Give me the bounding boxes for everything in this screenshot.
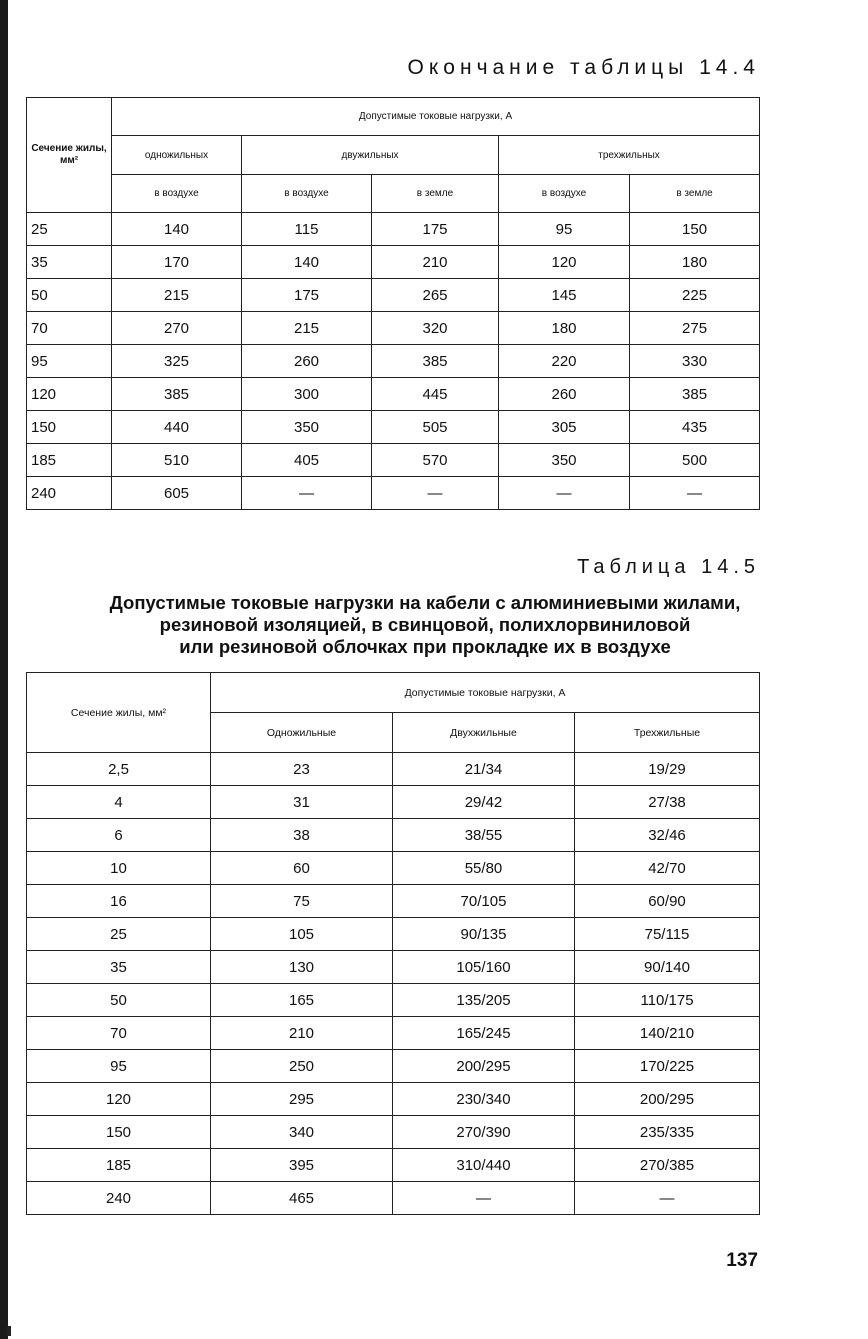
cell-value: 310/440 <box>393 1149 575 1182</box>
cell-value: 19/29 <box>575 753 760 786</box>
cell-value: 140 <box>242 246 372 279</box>
cell-value: 135/205 <box>393 984 575 1017</box>
cell-value: 110/175 <box>575 984 760 1017</box>
cell-value: 570 <box>372 444 499 477</box>
table-row <box>27 918 760 951</box>
caption-line: резиновой изоляцией, в свинцовой, полихлорвиниловой <box>159 614 691 635</box>
header-single: Одножильные <box>211 713 393 753</box>
cell-value: 440 <box>112 411 242 444</box>
table-row <box>27 279 760 312</box>
cell-value: 275 <box>630 312 760 345</box>
table-row <box>27 378 760 411</box>
cell-value: 215 <box>242 312 372 345</box>
cell-value: 215 <box>112 279 242 312</box>
cell-value: — <box>242 477 372 510</box>
cell-section: 10 <box>27 852 211 885</box>
table-row <box>27 1182 760 1215</box>
cell-value: 265 <box>372 279 499 312</box>
header-triple-ground: в земле <box>630 175 760 213</box>
cell-value: — <box>630 477 760 510</box>
cell-section: 25 <box>27 918 211 951</box>
cell-value: 165/245 <box>393 1017 575 1050</box>
cell-value: 38/55 <box>393 819 575 852</box>
cell-section: 240 <box>27 477 112 510</box>
cell-value: 510 <box>112 444 242 477</box>
cell-section: 25 <box>27 213 112 246</box>
cell-value: 90/140 <box>575 951 760 984</box>
continuation-title: Окончание таблицы 14.4 <box>407 56 760 79</box>
cell-value: 320 <box>372 312 499 345</box>
cell-value: 31 <box>211 786 393 819</box>
cell-value: 235/335 <box>575 1116 760 1149</box>
cell-value: 500 <box>630 444 760 477</box>
cell-value: 385 <box>112 378 242 411</box>
header-double-ground: в земле <box>372 175 499 213</box>
cell-section: 120 <box>27 378 112 411</box>
header-single: одножильных <box>112 136 242 175</box>
cell-value: 105/160 <box>393 951 575 984</box>
header-section: Сечение жилы, мм² <box>27 98 112 213</box>
header-section: Сечение жилы, мм² <box>27 673 211 753</box>
table-row <box>27 246 760 279</box>
cell-value: 435 <box>630 411 760 444</box>
cell-value: 385 <box>630 378 760 411</box>
table-row <box>27 819 760 852</box>
cell-value: 170 <box>112 246 242 279</box>
header-single-air: в воздухе <box>112 175 242 213</box>
table-row <box>27 345 760 378</box>
cell-value: 175 <box>242 279 372 312</box>
cell-value: 200/295 <box>393 1050 575 1083</box>
caption-line: или резиновой облочках при прокладке их в воздухе <box>179 636 671 657</box>
header-double: Двухжильные <box>393 713 575 753</box>
table-row <box>27 951 760 984</box>
cell-value: 605 <box>112 477 242 510</box>
cell-value: 200/295 <box>575 1083 760 1116</box>
cell-value: 230/340 <box>393 1083 575 1116</box>
cell-section: 185 <box>27 444 112 477</box>
cell-value: 270/385 <box>575 1149 760 1182</box>
cell-value: 27/38 <box>575 786 760 819</box>
header-loads: Допустимые токовые нагрузки, А <box>211 673 760 713</box>
cell-value: — <box>575 1182 760 1215</box>
cell-value: 115 <box>242 213 372 246</box>
table-caption <box>40 592 810 658</box>
cell-value: 395 <box>211 1149 393 1182</box>
cell-value: 60/90 <box>575 885 760 918</box>
table-row <box>27 753 760 786</box>
cell-value: 260 <box>242 345 372 378</box>
binding-edge <box>0 0 8 1339</box>
cell-value: 350 <box>242 411 372 444</box>
cell-section: 70 <box>27 312 112 345</box>
cell-value: 210 <box>211 1017 393 1050</box>
cell-section: 95 <box>27 345 112 378</box>
cell-value: 465 <box>211 1182 393 1215</box>
cell-value: 210 <box>372 246 499 279</box>
cell-value: 180 <box>630 246 760 279</box>
cell-value: — <box>499 477 630 510</box>
cell-value: 165 <box>211 984 393 1017</box>
cell-value: 340 <box>211 1116 393 1149</box>
cell-value: 175 <box>372 213 499 246</box>
cell-value: 140/210 <box>575 1017 760 1050</box>
cell-value: 250 <box>211 1050 393 1083</box>
header-double: двужильных <box>242 136 499 175</box>
table-row <box>27 885 760 918</box>
table-row <box>27 786 760 819</box>
cell-value: 350 <box>499 444 630 477</box>
cell-section: 16 <box>27 885 211 918</box>
cell-value: 140 <box>112 213 242 246</box>
cell-value: 260 <box>499 378 630 411</box>
cell-value: 95 <box>499 213 630 246</box>
header-double-air: в воздухе <box>242 175 372 213</box>
cell-section: 35 <box>27 951 211 984</box>
cell-value: 405 <box>242 444 372 477</box>
table-row <box>27 984 760 1017</box>
cell-value: 23 <box>211 753 393 786</box>
cell-value: 90/135 <box>393 918 575 951</box>
cell-value: 145 <box>499 279 630 312</box>
page-number: 137 <box>726 1250 758 1271</box>
header-triple-air: в воздухе <box>499 175 630 213</box>
cell-value: 105 <box>211 918 393 951</box>
table-row <box>27 411 760 444</box>
cell-value: 180 <box>499 312 630 345</box>
header-loads: Допустимые токовые нагрузки, А <box>112 98 760 136</box>
scan-mark <box>7 1326 11 1336</box>
cell-value: 220 <box>499 345 630 378</box>
cell-value: 55/80 <box>393 852 575 885</box>
cell-section: 95 <box>27 1050 211 1083</box>
cell-value: 130 <box>211 951 393 984</box>
table-row <box>27 312 760 345</box>
cell-section: 185 <box>27 1149 211 1182</box>
table-row <box>27 852 760 885</box>
cell-value: 21/34 <box>393 753 575 786</box>
table-14-5 <box>26 672 760 1215</box>
cell-value: — <box>372 477 499 510</box>
cell-section: 6 <box>27 819 211 852</box>
cell-section: 50 <box>27 279 112 312</box>
cell-section: 70 <box>27 1017 211 1050</box>
table-row <box>27 477 760 510</box>
cell-section: 4 <box>27 786 211 819</box>
cell-value: 295 <box>211 1083 393 1116</box>
table-row <box>27 213 760 246</box>
cell-value: 330 <box>630 345 760 378</box>
cell-value: 505 <box>372 411 499 444</box>
header-triple: Трехжильные <box>575 713 760 753</box>
cell-value: 325 <box>112 345 242 378</box>
cell-value: 75 <box>211 885 393 918</box>
cell-value: 120 <box>499 246 630 279</box>
cell-section: 35 <box>27 246 112 279</box>
cell-value: 60 <box>211 852 393 885</box>
table-row <box>27 1116 760 1149</box>
table-row <box>27 1149 760 1182</box>
header-triple: трехжильных <box>499 136 760 175</box>
cell-value: 42/70 <box>575 852 760 885</box>
cell-value: 150 <box>630 213 760 246</box>
cell-value: 75/115 <box>575 918 760 951</box>
cell-section: 50 <box>27 984 211 1017</box>
cell-value: 385 <box>372 345 499 378</box>
cell-value: 170/225 <box>575 1050 760 1083</box>
cell-value: 29/42 <box>393 786 575 819</box>
table-row <box>27 1017 760 1050</box>
cell-section: 150 <box>27 1116 211 1149</box>
cell-value: 300 <box>242 378 372 411</box>
cell-section: 150 <box>27 411 112 444</box>
cell-value: 270/390 <box>393 1116 575 1149</box>
caption-line: Допустимые токовые нагрузки на кабели с алюминиевыми жилами, <box>109 592 741 613</box>
table-row <box>27 1050 760 1083</box>
table-label: Таблица 14.5 <box>577 556 760 578</box>
table-14-4-continuation <box>26 97 760 510</box>
cell-value: 270 <box>112 312 242 345</box>
cell-value: 305 <box>499 411 630 444</box>
cell-value: — <box>393 1182 575 1215</box>
cell-value: 38 <box>211 819 393 852</box>
cell-value: 445 <box>372 378 499 411</box>
cell-section: 240 <box>27 1182 211 1215</box>
cell-value: 70/105 <box>393 885 575 918</box>
cell-section: 120 <box>27 1083 211 1116</box>
cell-section: 2,5 <box>27 753 211 786</box>
table-row <box>27 444 760 477</box>
cell-value: 225 <box>630 279 760 312</box>
table-row <box>27 1083 760 1116</box>
cell-value: 32/46 <box>575 819 760 852</box>
